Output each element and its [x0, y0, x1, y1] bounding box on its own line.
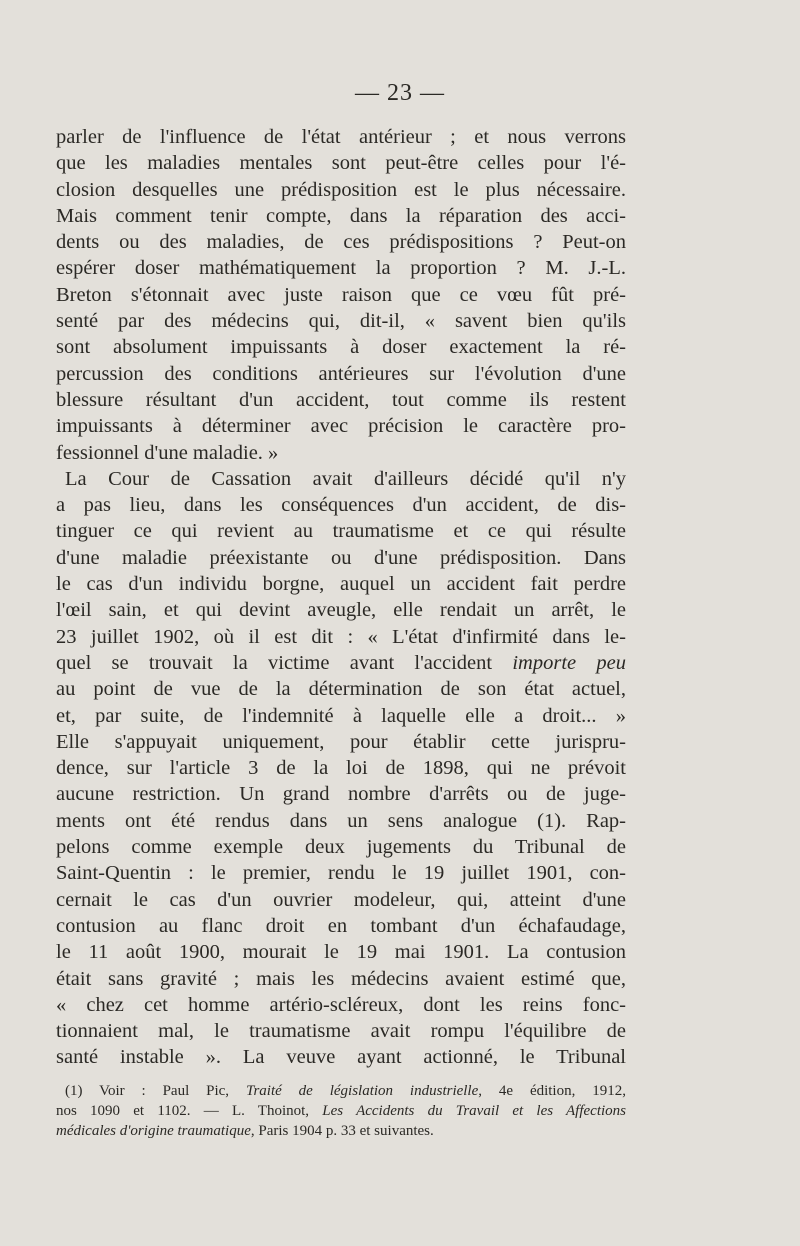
footnote-line — [56, 1081, 626, 1101]
footnote-line — [56, 1101, 626, 1121]
text-line: l'œil sain, et qui devint aveugle, elle rendait un arrêt, le — [56, 599, 626, 622]
text-line: Elle s'appuyait uniquement, pour établir cette jurispru- — [56, 730, 626, 753]
body-text — [56, 124, 626, 1071]
text-line: senté par des médecins qui, dit-il, « savent bien qu'ils — [56, 310, 626, 333]
text-line: impuissants à déterminer avec précision le caractère pro- — [56, 415, 626, 438]
text-line: dents ou des maladies, de ces prédispositions ? Peut-on — [56, 231, 626, 254]
text-line: dence, sur l'article 3 de la loi de 1898, qui ne prévoit — [56, 757, 626, 780]
text-line: sont absolument impuissants à doser exactement la ré- — [56, 336, 626, 359]
footnote-line — [56, 1121, 626, 1141]
text-line: Saint-Quentin : le premier, rendu le 19 juillet 1901, con- — [56, 862, 626, 885]
text-line: Mais comment tenir compte, dans la réparation des acci- — [56, 204, 626, 227]
text-line: santé instable ». La veuve ayant actionné, le Tribunal — [56, 1046, 626, 1069]
footnote-title: Les Accidents du Travail et les Affections — [322, 1103, 626, 1119]
text-line: espérer doser mathématiquement la proportion ? M. J.-L. — [56, 257, 626, 280]
text-line: 23 juillet 1902, où il est dit : « L'état d'infirmité dans le- — [56, 625, 626, 648]
text-line: d'une maladie préexistante ou d'une prédisposition. Dans — [56, 546, 626, 569]
text-line: aucune restriction. Un grand nombre d'arrêts ou de juge- — [56, 783, 626, 806]
text-line: percussion des conditions antérieures sur l'évolution d'une — [56, 362, 626, 385]
text-line: blessure résultant d'un accident, tout comme ils restent — [56, 388, 626, 411]
text-line: parler de l'influence de l'état antérieur ; et nous verrons — [56, 126, 626, 148]
text-line: était sans gravité ; mais les médecins avaient estimé que, — [56, 967, 626, 990]
text-line: closion desquelles une prédisposition est le plus nécessaire. — [56, 178, 626, 201]
footnote-segment: (1) Voir : Paul Pic, — [65, 1083, 246, 1099]
text-line: Breton s'étonnait avec juste raison que ce vœu fût pré- — [56, 283, 626, 306]
text-segment: quel se trouvait la victime avant l'accident — [56, 651, 513, 674]
text-line — [56, 650, 626, 676]
text-line: « chez cet homme artério-scléreux, dont les reins fonc- — [56, 993, 626, 1016]
text-line: a pas lieu, dans les conséquences d'un accident, de dis- — [56, 494, 626, 517]
text-line: La Cour de Cassation avait d'ailleurs décidé qu'il n'y — [65, 467, 626, 490]
text-line: ments ont été rendus dans un sens analogue (1). Rap- — [56, 809, 626, 832]
text-line: cernait le cas d'un ouvrier modeleur, qui, atteint d'une — [56, 888, 626, 911]
text-line: pelons comme exemple deux jugements du Tribunal de — [56, 836, 626, 859]
footnote-segment: , Paris 1904 p. 33 et suivantes. — [250, 1123, 434, 1139]
text-line: tinguer ce qui revient au traumatisme et ce qui résulte — [56, 520, 626, 543]
footnote-title: Traité de législation industrielle — [245, 1083, 479, 1099]
text-line: le cas d'un individu borgne, auquel un accident fait perdre — [56, 573, 626, 596]
page-number: — 23 — — [355, 80, 445, 106]
text-line: contusion au flanc droit en tombant d'un échafaudage, — [56, 914, 626, 937]
text-line: au point de vue de la détermination de son état actuel, — [56, 678, 626, 701]
footnote-segment: , 4e édition, 1912, — [478, 1083, 626, 1099]
footnote-title: médicales d'origine traumatique — [56, 1123, 251, 1139]
text-line: le 11 août 1900, mourait le 19 mai 1901. La contusion — [56, 941, 626, 964]
text-line: et, par suite, de l'indemnité à laquelle elle a droit... » — [56, 704, 626, 727]
text-line: tionnaient mal, le traumatisme avait rompu l'équilibre de — [56, 1020, 626, 1043]
text-line: que les maladies mentales sont peut-être celles pour l'é- — [56, 152, 626, 175]
text-line: fessionnel d'une maladie. » — [56, 441, 279, 464]
italic-phrase: importe peu — [512, 651, 626, 674]
footnote — [56, 1081, 626, 1141]
footnote-segment: nos 1090 et 1102. — L. Thoinot, — [56, 1103, 323, 1119]
